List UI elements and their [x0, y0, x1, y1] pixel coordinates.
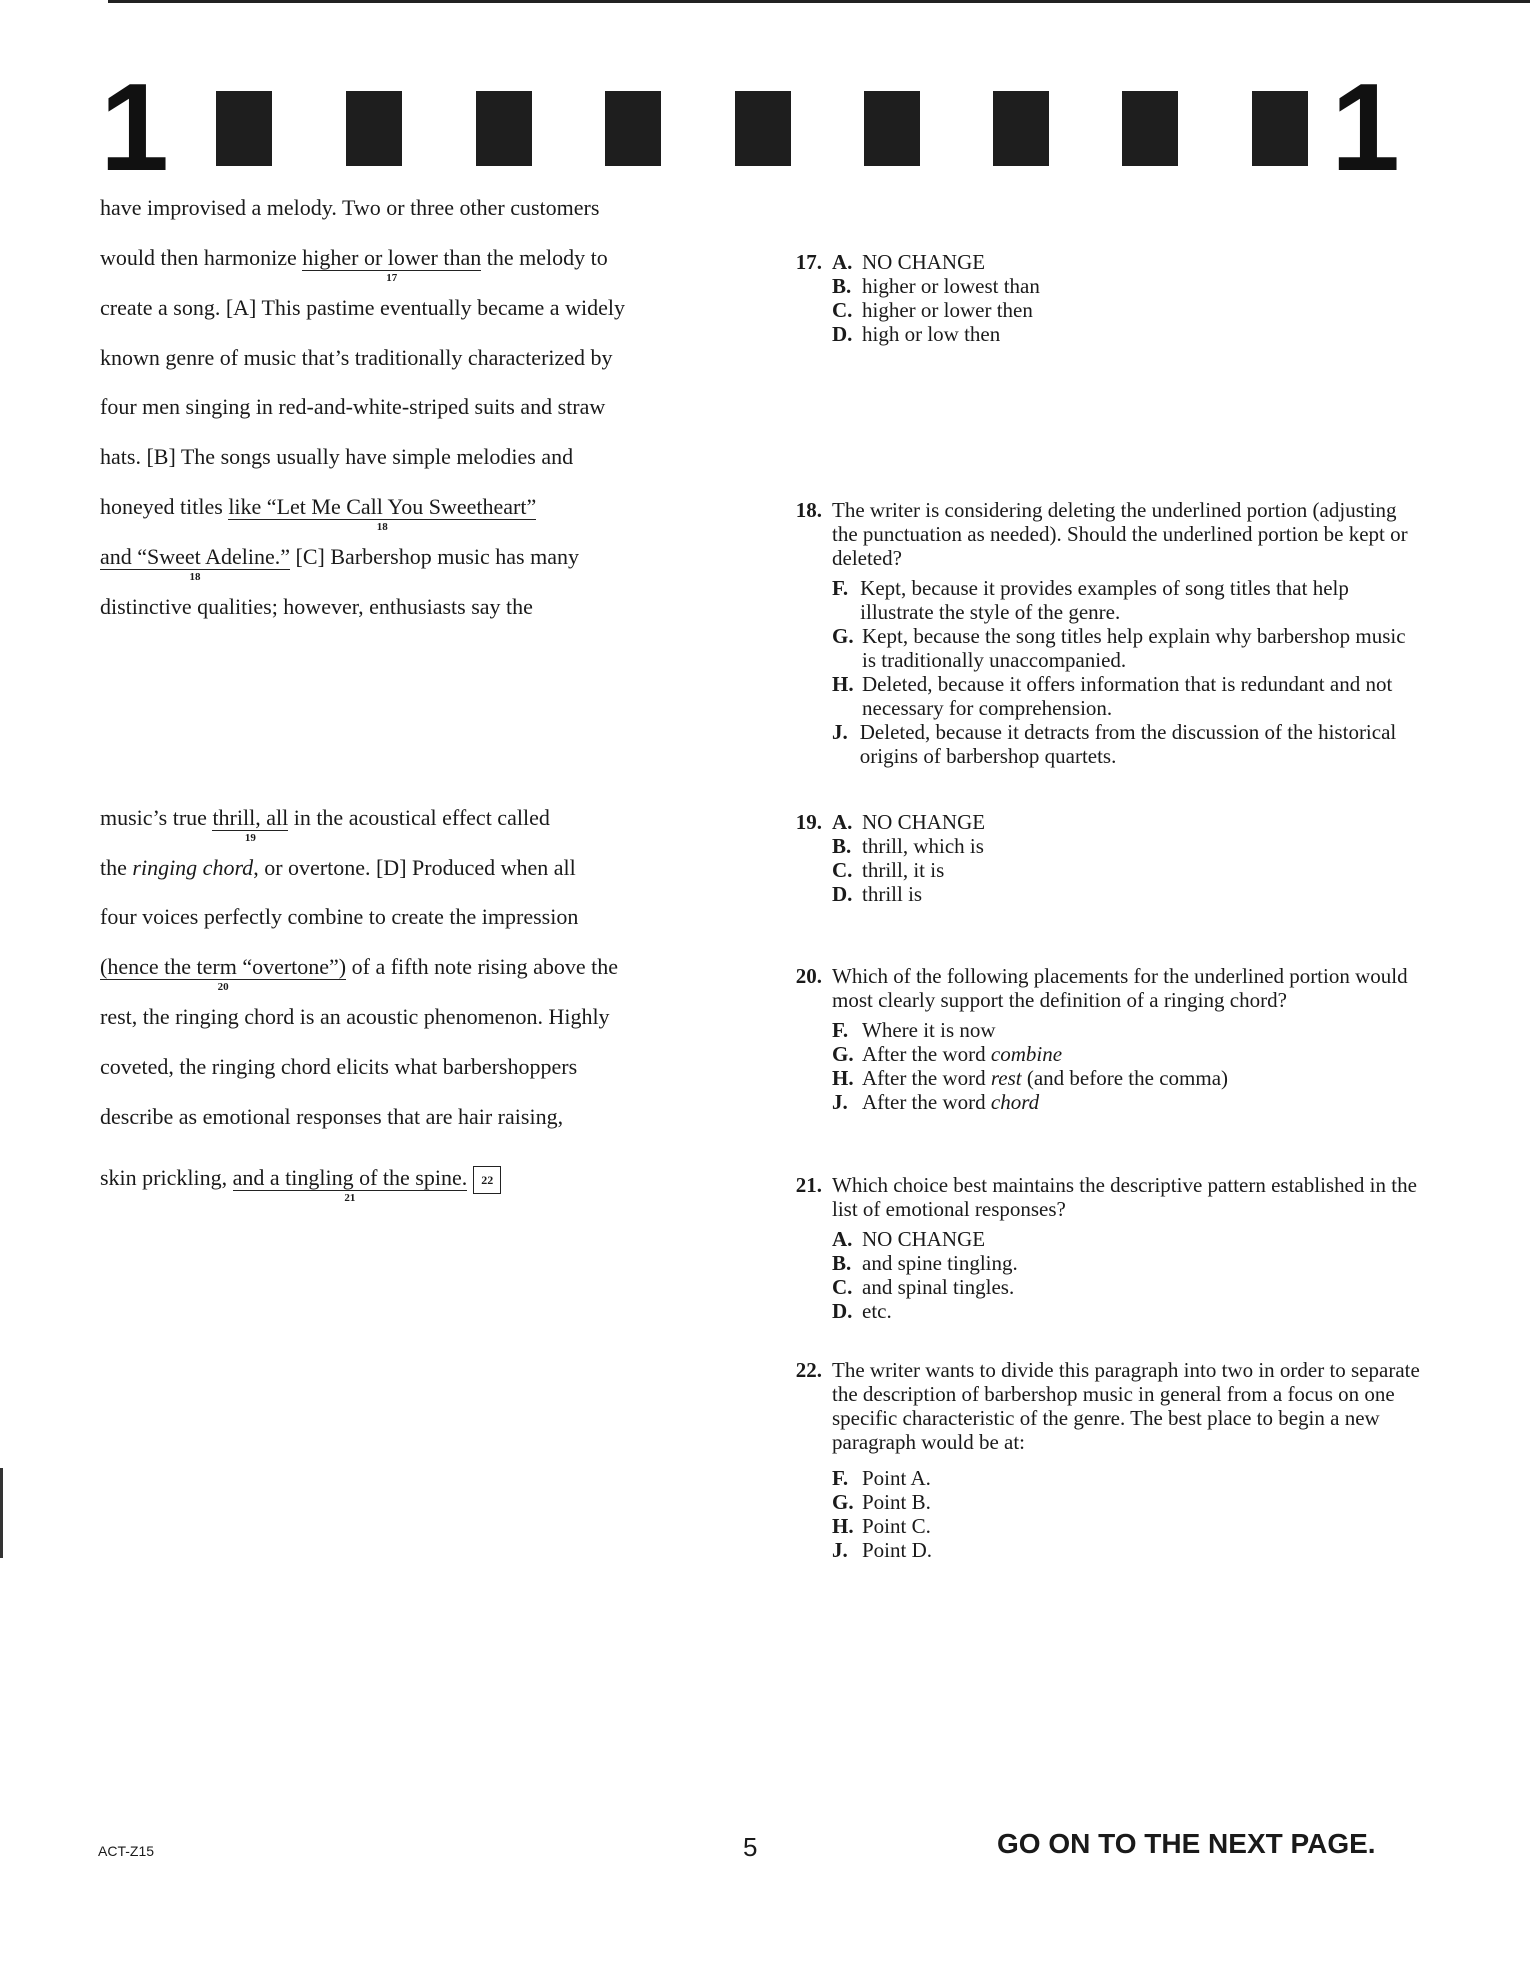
option-text: and spinal tingles. [862, 1275, 1015, 1299]
underlined-text: like “Let Me Call You Sweetheart” [228, 494, 537, 519]
underlined-text: thrill, all [212, 805, 289, 830]
answer-option[interactable] [780, 810, 1420, 834]
question-19 [780, 810, 1420, 906]
passage-text: of a fifth note rising above the [346, 954, 619, 979]
passage-line: distinctive qualities; however, enthusiasts say the [100, 594, 533, 619]
question-number: 17. [795, 250, 822, 274]
passage-text: the melody to [481, 245, 608, 270]
underlined-portion-19[interactable] [212, 805, 289, 844]
answer-option[interactable] [832, 1227, 1420, 1251]
header-square [605, 91, 661, 166]
option-letter: C. [832, 298, 853, 322]
answer-option[interactable] [832, 1251, 1420, 1275]
option-letter: C. [832, 858, 853, 882]
option-text: NO CHANGE [862, 1227, 986, 1251]
underlined-portion-17[interactable] [302, 245, 482, 284]
option-text: Kept, because the song titles help explain why barbershop music is traditionally unaccompanied. [862, 624, 1406, 672]
question-17 [780, 250, 1420, 346]
passage-line [100, 855, 576, 881]
underlined-portion-21[interactable] [232, 1165, 468, 1204]
option-letter: A. [832, 250, 853, 274]
passage-text: skin prickling, [100, 1165, 233, 1190]
option-letter: G. [832, 1490, 854, 1514]
option-text: thrill, it is [862, 858, 945, 882]
underlined-text: higher or lower than [302, 245, 482, 270]
option-letter: J. [832, 720, 848, 744]
answer-option[interactable] [832, 1018, 1420, 1042]
form-code: ACT-Z15 [98, 1843, 155, 1859]
answer-option[interactable] [832, 882, 1420, 906]
passage-text: in the acoustical effect called [288, 805, 550, 830]
option-letter: B. [832, 274, 852, 298]
passage-line [100, 544, 579, 583]
option-letter: H. [832, 1066, 854, 1090]
answer-options [780, 1466, 1420, 1562]
option-letter: J. [832, 1090, 848, 1114]
question-ref-18: 18 [376, 521, 388, 533]
option-letter: G. [832, 1042, 854, 1066]
passage-line [100, 245, 608, 284]
answer-option[interactable] [832, 322, 1420, 346]
passage-line: four men singing in red-and-white-striped suits and straw [100, 394, 606, 419]
question-22 [780, 1358, 1420, 1562]
question-20 [780, 964, 1420, 1114]
header-square [346, 91, 402, 166]
question-18 [780, 498, 1420, 768]
answer-option[interactable] [832, 858, 1420, 882]
option-text: Point B. [862, 1490, 931, 1514]
header-square [864, 91, 920, 166]
option-letter: F. [832, 576, 849, 600]
answer-options [780, 1227, 1420, 1323]
option-letter: B. [832, 834, 852, 858]
scan-edge-mark [0, 1468, 3, 1558]
option-text: etc. [862, 1299, 892, 1323]
option-letter: G. [832, 624, 854, 648]
option-text: Kept, because it provides examples of song titles that help illustrate the style of the genre. [860, 576, 1349, 624]
passage-line: have improvised a melody. Two or three other customers [100, 195, 600, 220]
option-letter: A. [832, 810, 853, 834]
question-stem: Which choice best maintains the descriptive pattern established in the list of emotional responses? [832, 1173, 1417, 1221]
option-letter: D. [832, 322, 853, 346]
option-letter: H. [832, 672, 854, 696]
option-letter: D. [832, 1299, 853, 1323]
option-text: After the word chord [862, 1090, 1040, 1114]
passage-text: the [100, 855, 133, 880]
question-ref-21: 21 [344, 1192, 356, 1204]
passage-line: create a song. [A] This pastime eventually became a widely [100, 295, 625, 320]
option-text: NO CHANGE [862, 250, 986, 274]
answer-option[interactable] [832, 274, 1420, 298]
header-square [216, 91, 272, 166]
option-text: Point C. [862, 1514, 931, 1538]
option-text: high or low then [862, 322, 1001, 346]
question-number: 18. [795, 498, 822, 522]
passage-line: coveted, the ringing chord elicits what barbershoppers [100, 1054, 578, 1079]
option-text: higher or lower then [862, 298, 1033, 322]
passage-line [100, 954, 619, 993]
question-number: 22. [795, 1358, 822, 1382]
question-stem: Which of the following placements for the underlined portion would most clearly support the definition of a ringing chord? [832, 964, 1408, 1012]
question-number: 19. [795, 810, 822, 834]
question-stem: The writer wants to divide this paragraph into two in order to separate the description of barbershop music in general from a focus on one specific characteristic of the genre. The best place to begin a new paragraph would be at: [832, 1358, 1420, 1454]
header-square [993, 91, 1049, 166]
question-number: 20. [795, 964, 822, 988]
answer-option[interactable] [832, 1090, 1420, 1114]
option-text: Point A. [862, 1466, 931, 1490]
question-ref-18: 18 [189, 571, 201, 583]
passage-line: hats. [B] The songs usually have simple melodies and [100, 444, 574, 469]
answer-option[interactable] [832, 1538, 1420, 1562]
answer-option[interactable] [832, 1514, 1420, 1538]
underlined-text: (hence the term “overtone”) [100, 954, 347, 979]
option-text: and spine tingling. [862, 1251, 1018, 1275]
option-text: NO CHANGE [862, 810, 986, 834]
option-letter: A. [832, 1227, 853, 1251]
option-text: Point D. [862, 1538, 933, 1562]
question-ref-19: 19 [244, 832, 256, 844]
option-text: higher or lowest than [862, 274, 1040, 298]
answer-option[interactable] [832, 1299, 1420, 1323]
answer-option[interactable] [832, 1042, 1420, 1066]
passage-text: , or overtone. [D] Produced when all [253, 855, 576, 880]
answer-options [780, 576, 1420, 768]
answer-option[interactable] [832, 1490, 1420, 1514]
passage-text: music’s true [100, 805, 213, 830]
answer-option[interactable] [832, 1066, 1420, 1090]
answer-option[interactable] [832, 834, 1420, 858]
answer-option[interactable] [832, 624, 1420, 672]
option-letter: B. [832, 1251, 852, 1275]
header-square [735, 91, 791, 166]
question-stem: The writer is considering deleting the underlined portion (adjusting the punctuation as needed). Should the underlined portion be kept or deleted? [832, 498, 1408, 570]
answer-options [780, 1018, 1420, 1114]
passage-line [100, 805, 550, 844]
option-letter: J. [832, 1538, 848, 1562]
passage-line: four voices perfectly combine to create the impression [100, 904, 579, 929]
passage-line [100, 1165, 501, 1204]
underlined-text: and a tingling of the spine. [232, 1165, 468, 1190]
passage-line: rest, the ringing chord is an acoustic phenomenon. Highly [100, 1004, 610, 1029]
answer-option[interactable] [832, 298, 1420, 322]
option-letter: F. [832, 1018, 849, 1042]
answer-option[interactable] [832, 672, 1420, 720]
answer-option[interactable] [832, 1466, 1420, 1490]
passage-text: would then harmonize [100, 245, 303, 270]
option-letter: C. [832, 1275, 853, 1299]
top-rule [108, 0, 1530, 3]
question-21 [780, 1173, 1420, 1323]
passage-line: known genre of music that’s traditionally characterized by [100, 345, 613, 370]
option-letter: D. [832, 882, 853, 906]
answer-option[interactable] [832, 720, 1420, 768]
option-text: Deleted, because it offers information that is redundant and not necessary for comprehension. [862, 672, 1393, 720]
question-number: 21. [795, 1173, 822, 1197]
page-number: 5 [743, 1832, 758, 1862]
option-text: Deleted, because it detracts from the discussion of the historical origins of barbershop quartets. [859, 720, 1397, 768]
answer-option[interactable] [832, 576, 1420, 624]
option-letter: H. [832, 1514, 854, 1538]
header-square [1122, 91, 1178, 166]
passage-text: honeyed titles [100, 494, 229, 519]
header-square [1252, 91, 1308, 166]
question-ref-20: 20 [217, 981, 229, 993]
go-on-notice: GO ON TO THE NEXT PAGE. [997, 1828, 1376, 1859]
option-text: After the word combine [862, 1042, 1063, 1066]
option-letter: F. [832, 1466, 849, 1490]
option-text: Where it is now [862, 1018, 996, 1042]
option-text: After the word rest (and before the comma) [862, 1066, 1229, 1090]
section-number-left: 1 [100, 59, 169, 197]
section-number-right: 1 [1331, 59, 1400, 197]
underlined-portion-20[interactable] [100, 954, 347, 993]
passage-text: [C] Barbershop music has many [290, 544, 579, 569]
answer-option[interactable] [780, 250, 1420, 274]
option-text: thrill is [862, 882, 923, 906]
section-header [100, 59, 1400, 197]
header-square [476, 91, 532, 166]
question-box-22: 22 [473, 1166, 501, 1194]
question-ref-17: 17 [386, 272, 398, 284]
passage-line: describe as emotional responses that are hair raising, [100, 1104, 564, 1129]
italic-term: ringing chord [132, 855, 254, 880]
option-text: thrill, which is [862, 834, 984, 858]
answer-option[interactable] [832, 1275, 1420, 1299]
passage-line [100, 494, 537, 533]
underlined-portion-18[interactable] [100, 544, 290, 583]
underlined-text: and “Sweet Adeline.” [100, 544, 290, 569]
underlined-portion-18[interactable] [228, 494, 537, 533]
